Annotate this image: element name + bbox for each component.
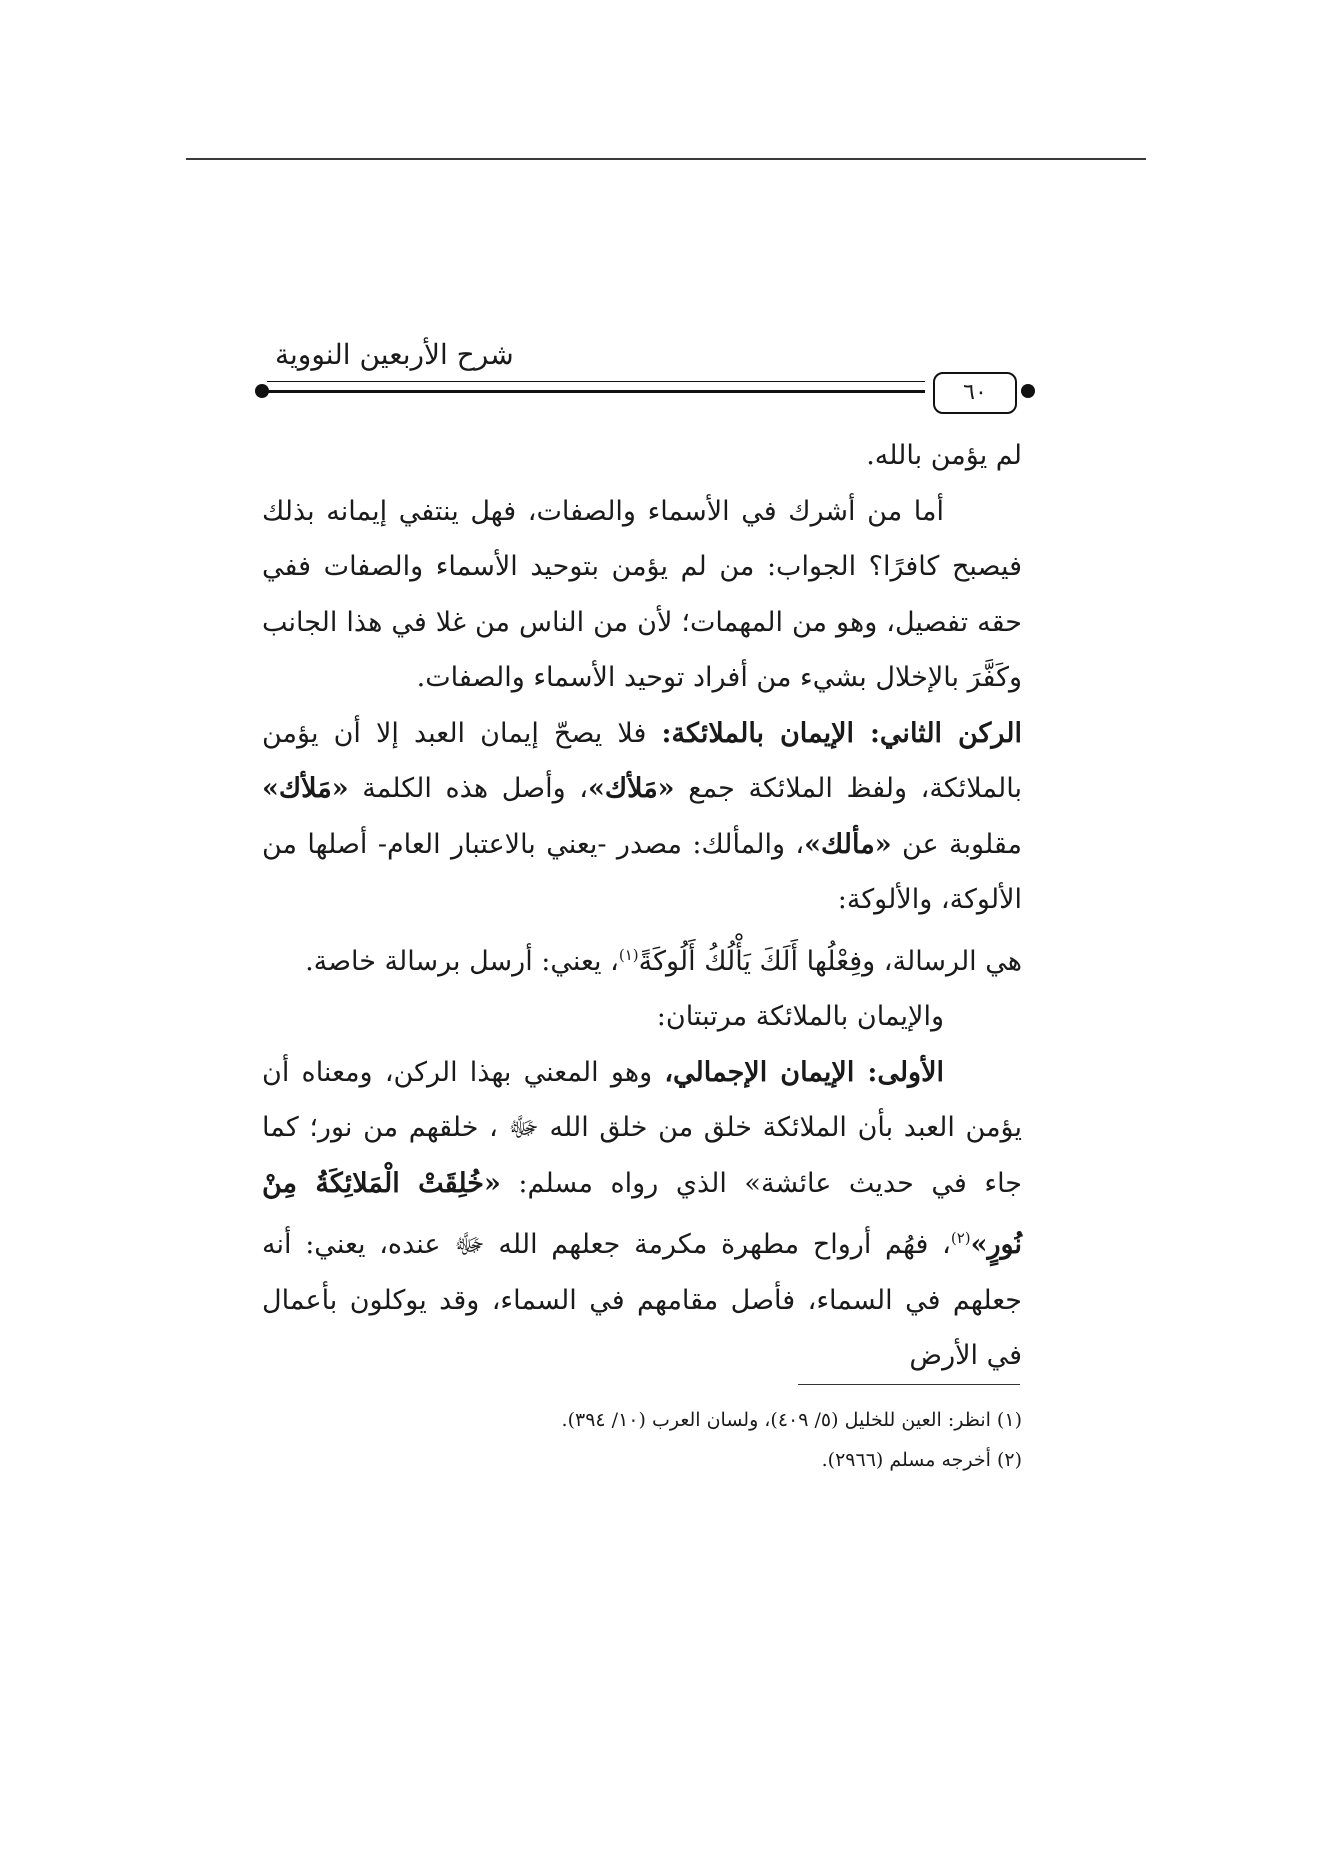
page-number: ٦٠	[933, 372, 1017, 414]
footnote-2: (٢) أخرجه مسلم (٢٩٦٦).	[821, 1449, 1022, 1471]
header-rule	[267, 390, 925, 393]
top-rule	[186, 158, 1146, 160]
section-heading-angels: الركن الثاني: الإيمان بالملائكة:	[661, 717, 1022, 749]
main-text	[262, 428, 1022, 1384]
footnotes	[500, 1400, 1022, 1480]
footnote-ref-1[interactable]: (١)	[618, 945, 639, 964]
header-dot-right	[1021, 384, 1035, 398]
term-maalak: «مألك»	[804, 828, 892, 860]
footnote-ref-2[interactable]: (٢)	[950, 1229, 971, 1247]
footnote-1: (١) انظر: العين للخليل (٥/ ٤٠٩)، ولسان العرب (١٠/ ٣٩٤).	[561, 1409, 1022, 1431]
paragraph-2: أما من أشرك في الأسماء والصفات، فهل ينتفي إيمانه بذلك فيصبح كافرًا؟ الجواب: من لم يؤمن بتوحيد الأسماء والصفات ففي حقه تفصيل، وهو من المهمات؛ لأن من الناس من غلا في هذا الجانب وكَفَّرَ بالإخلال بشيء من أفراد توحيد الأسماء والصفات.	[262, 495, 1022, 693]
paragraph-3: الركن الثاني: الإيمان بالملائكة: فلا يصحّ إيمان العبد إلا أن يؤمن بالملائكة، ولفظ الملائكة جمع «مَلأك»، وأصل هذه الكلمة «مَلأك» مقلوبة عن «مألك»، والمألك: مصدر -يعني بالاعتبار العام- أصلها من الألوكة، والألوكة:	[262, 717, 1023, 915]
paragraph-6: الأولى: الإيمان الإجمالي، وهو المعني بهذا الركن، ومعناه أن يؤمن العبد بأن الملائكة خلق من خلق الله ﷻ ، خلقهم من نور؛ كما جاء في حديث عائشة» الذي رواه مسلم: «خُلِقَتْ الْمَلائِكَةُ مِنْ نُورٍ»$^{(٢)}$، فهُم أرواح مطهرة مكرمة جعلهم الله ﷻ عنده، يعني: أنه جعلهم في السماء، فأصل مقامهم في السماء، وقد يوكلون بأعمال في الأرض	[262, 1056, 1022, 1371]
term-malak-2: «مَلأك»	[262, 773, 349, 804]
paragraph-4: هي الرسالة، وفِعْلُها أَلَكَ يَأْلُكُ أَلُوكَةً$^{(١)}$، يعني: أرسل برسالة خاصة.	[305, 945, 1022, 977]
running-header	[255, 338, 1035, 418]
header-rule-thin	[267, 381, 925, 382]
hadith-quote: «خُلِقَتْ الْمَلائِكَةُ مِنْ نُورٍ»	[262, 1167, 1022, 1260]
header-title: شرح الأربعين النووية	[275, 338, 514, 371]
term-malak-1: «مَلأك»	[587, 773, 675, 804]
section-heading-first-level: الأولى: الإيمان الإجمالي،	[664, 1056, 944, 1088]
footnote-rule	[798, 1384, 1020, 1385]
paragraph-1: لم يؤمن بالله.	[866, 440, 1022, 471]
paragraph-5: والإيمان بالملائكة مرتبتان:	[656, 1001, 944, 1032]
